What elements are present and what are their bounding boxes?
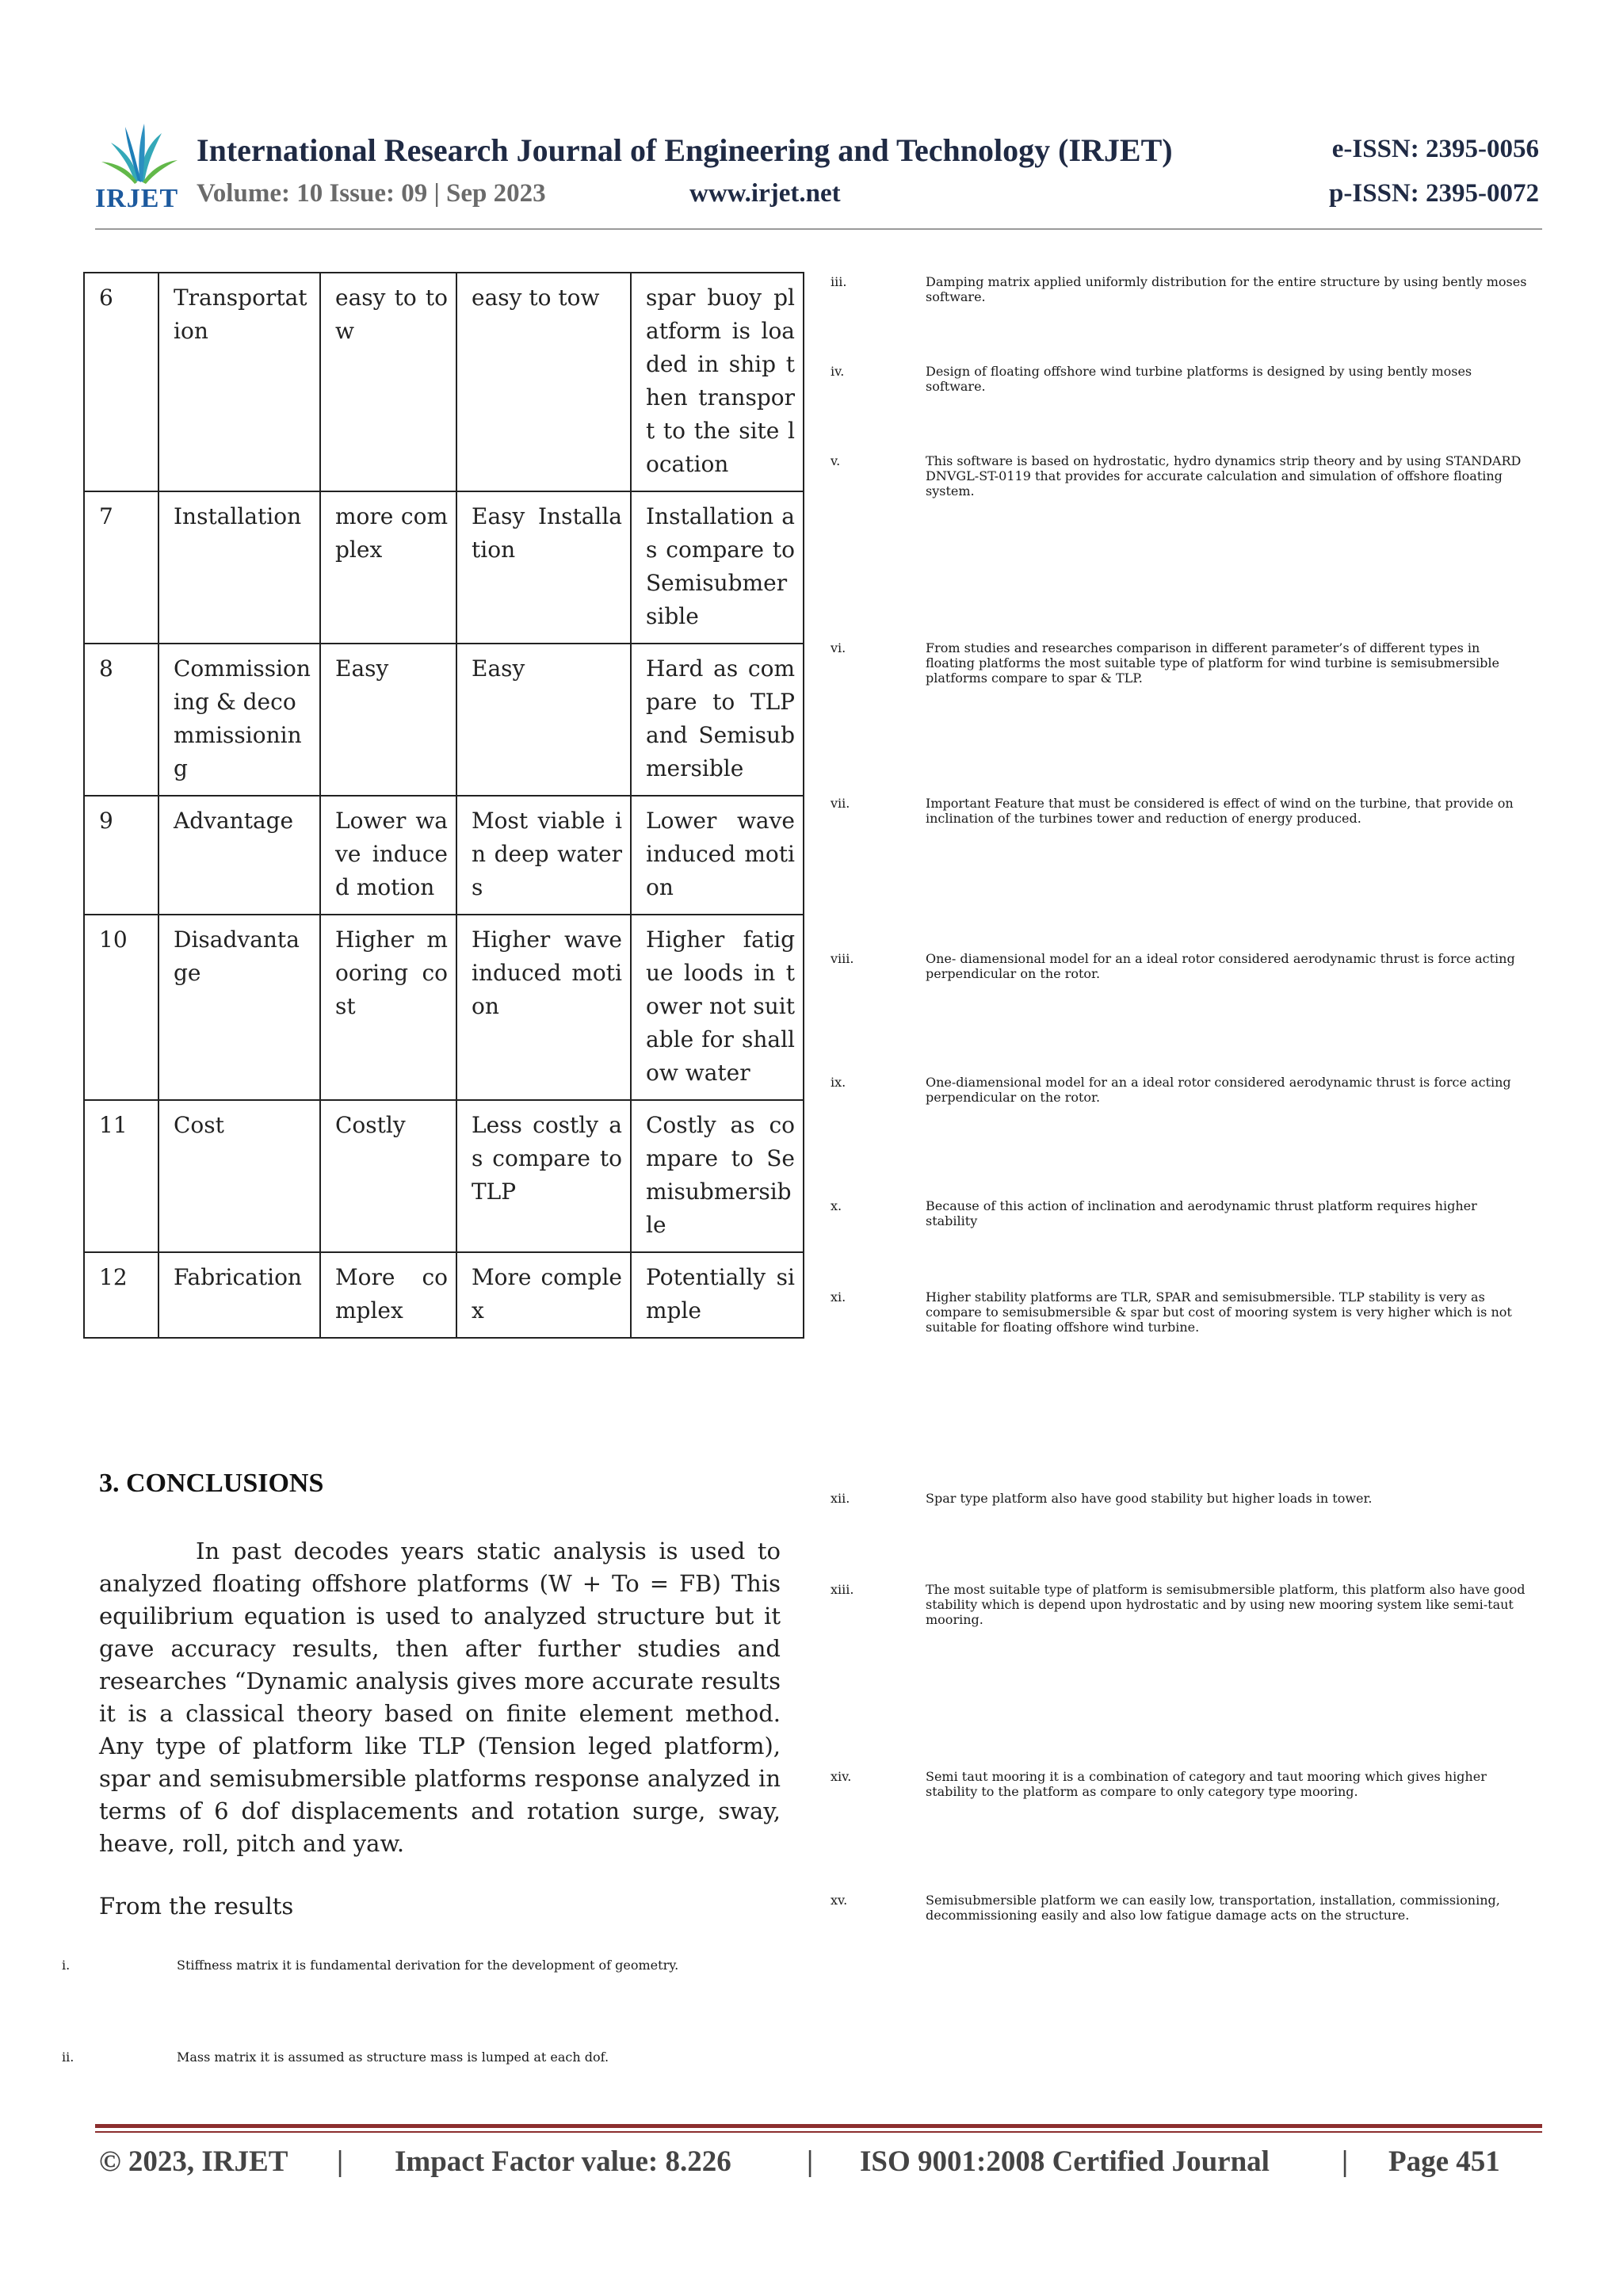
list-item-text: The most suitable type of platform is semisubmersible platform, this platform also have good stability which is depend upon hydrostatic and by using new mooring system like semi-taut mooring. [926,1582,1526,1627]
list-item-number: ii. [62,2050,74,2065]
cell-parameter: Fabrication [158,1252,320,1338]
list-item-text: From studies and researches comparison in different parameter’s of different types in floating platforms the most suitable type of platform for wind turbine is semisubmersible platforms compare to spar & TLP. [926,640,1499,686]
cell-parameter: Commissioning & decommissioning [158,644,320,796]
cell-parameter: Transportation [158,273,320,491]
cell-spar-value: Hard as compare to TLP and Semisubmersible [631,644,804,796]
cell-row-number: 10 [84,915,158,1100]
cell-semisubmersible-value: Higher wave induced motion [456,915,631,1100]
list-item-text: Semi taut mooring it is a combination of category and taut mooring which gives higher stability to the platform as compare to only category type mooring. [926,1769,1487,1799]
footer-divider-thin [95,2131,1542,2133]
list-item-text: Damping matrix applied uniformly distribution for the entire structure by using bently moses software. [926,274,1527,304]
cell-row-number: 12 [84,1252,158,1338]
list-item-text: Important Feature that must be considered is effect of wind on the turbine, that provide on inclination of the turbines tower and reduction of energy produced. [926,796,1514,826]
list-item-number: viii. [831,951,854,966]
list-item-number: xv. [831,1893,848,1908]
list-item-text: Because of this action of inclination and aerodynamic thrust platform requires higher stability [926,1198,1477,1228]
table-row [84,1100,804,1252]
list-item-text: One- diamensional model for an a ideal rotor considered aerodynamic thrust is force acting perpendicular on the rotor. [926,951,1515,981]
cell-row-number: 11 [84,1100,158,1252]
list-item-text: Mass matrix it is assumed as structure mass is lumped at each dof. [177,2050,609,2065]
list-item-number: vii. [831,796,850,811]
cell-spar-value: Higher fatigue loods in tower not suitable for shallow water [631,915,804,1100]
list-item-number: ix. [831,1075,846,1090]
cell-tlp-value: more complex [320,491,456,644]
table-row [84,491,804,644]
cell-spar-value: Costly as compare to Semisubmersible [631,1100,804,1252]
list-item-text: This software is based on hydrostatic, hydro dynamics strip theory and by using STANDARD DNVGL-ST-0119 that provides for accurate calculation and simulation of offshore floating system. [926,453,1522,499]
cell-parameter: Installation [158,491,320,644]
list-item-text: Stiffness matrix it is fundamental derivation for the development of geometry. [177,1958,679,1973]
cell-semisubmersible-value: Most viable in deep waters [456,796,631,915]
list-item-number: xi. [831,1289,846,1305]
list-item-text: Semisubmersible platform we can easily low, transportation, installation, commissioning, decommissioning easily and also low fatigue damage acts on the structure. [926,1893,1500,1923]
list-item-number: xiv. [831,1769,852,1784]
footer-impact-factor: Impact Factor value: 8.226 [395,2145,731,2178]
footer-separator: | [807,2145,814,2178]
footer-copyright: © 2023, IRJET [99,2145,288,2178]
cell-tlp-value: Easy [320,644,456,796]
list-item-text: Spar type platform also have good stability but higher loads in tower. [926,1491,1373,1506]
cell-semisubmersible-value: More complex [456,1252,631,1338]
cell-row-number: 9 [84,796,158,915]
page-footer [99,2145,1543,2184]
cell-row-number: 8 [84,644,158,796]
comparison-table [83,272,803,1339]
cell-tlp-value: easy to tow [320,273,456,491]
cell-spar-value: Potentially simple [631,1252,804,1338]
table-row [84,273,804,491]
list-item-number: v. [831,453,841,468]
cell-tlp-value: More complex [320,1252,456,1338]
website-link[interactable]: www.irjet.net [689,179,841,208]
cell-spar-value: Lower wave induced motion [631,796,804,915]
cell-row-number: 6 [84,273,158,491]
footer-separator: | [337,2145,344,2178]
footer-divider [95,2124,1542,2128]
section-heading: 3. CONCLUSIONS [99,1469,324,1498]
cell-parameter: Advantage [158,796,320,915]
table-row [84,1252,804,1338]
header-divider [95,228,1542,230]
journal-title: International Research Journal of Engineering and Technology (IRJET) [197,132,1173,168]
list-item-number: iii. [831,274,847,289]
list-item-number: iv. [831,364,845,379]
volume-issue: Volume: 10 Issue: 09 | Sep 2023 [197,179,546,208]
cell-semisubmersible-value: Easy Installation [456,491,631,644]
footer-page-number: Page 451 [1388,2145,1500,2178]
list-item-text: Higher stability platforms are TLR, SPAR and semisubmersible. TLP stability is very as compare to semisubmersible & spar but cost of mooring system is very higher which is not suitable for floating offshore wind turbine. [926,1289,1512,1335]
cell-parameter: Disadvantage [158,915,320,1100]
list-item-number: xii. [831,1491,850,1506]
footer-iso: ISO 9001:2008 Certified Journal [860,2145,1270,2178]
page-header [95,119,1539,230]
table-row [84,915,804,1100]
table-row [84,644,804,796]
cell-tlp-value: Higher mooring cost [320,915,456,1100]
list-item-text: Design of floating offshore wind turbine platforms is designed by using bently moses software. [926,364,1472,394]
cell-semisubmersible-value: easy to tow [456,273,631,491]
list-item-number: vi. [831,640,846,655]
logo-text: IRJET [95,184,179,213]
table-row [84,796,804,915]
cell-semisubmersible-value: Less costly as compare to TLP [456,1100,631,1252]
list-item-number: i. [62,1958,71,1973]
cell-semisubmersible-value: Easy [456,644,631,796]
cell-tlp-value: Lower wave induced motion [320,796,456,915]
cell-row-number: 7 [84,491,158,644]
cell-tlp-value: Costly [320,1100,456,1252]
list-item-text: One-diamensional model for an a ideal rotor considered aerodynamic thrust is force acting perpendicular on the rotor. [926,1075,1511,1105]
cell-parameter: Cost [158,1100,320,1252]
from-results-label: From the results [99,1893,294,1920]
conclusions-paragraph: In past decodes years static analysis is used to analyzed floating offshore platforms (W + To = FB) This equilibrium equation is used to analyzed structure but it gave accuracy results, then after further studies and researches “Dynamic analysis gives more accurate results it is a classical theory based on finite element method. Any type of platform like TLP (Tension leged platform), spar and semisubmersible platforms response analyzed in terms of 6 dof displacements and rotation surge, sway, heave, roll, pitch and yaw. [99,1538,781,1857]
pissn: p-ISSN: 2395-0072 [1329,179,1539,208]
list-item-number: x. [831,1198,842,1213]
eissn: e-ISSN: 2395-0056 [1331,135,1539,163]
cell-spar-value: spar buoy platform is loaded in ship then transport to the site location [631,273,804,491]
list-item-number: xiii. [831,1582,854,1597]
cell-spar-value: Installation as compare to Semisubmersible [631,491,804,644]
footer-separator: | [1342,2145,1349,2178]
